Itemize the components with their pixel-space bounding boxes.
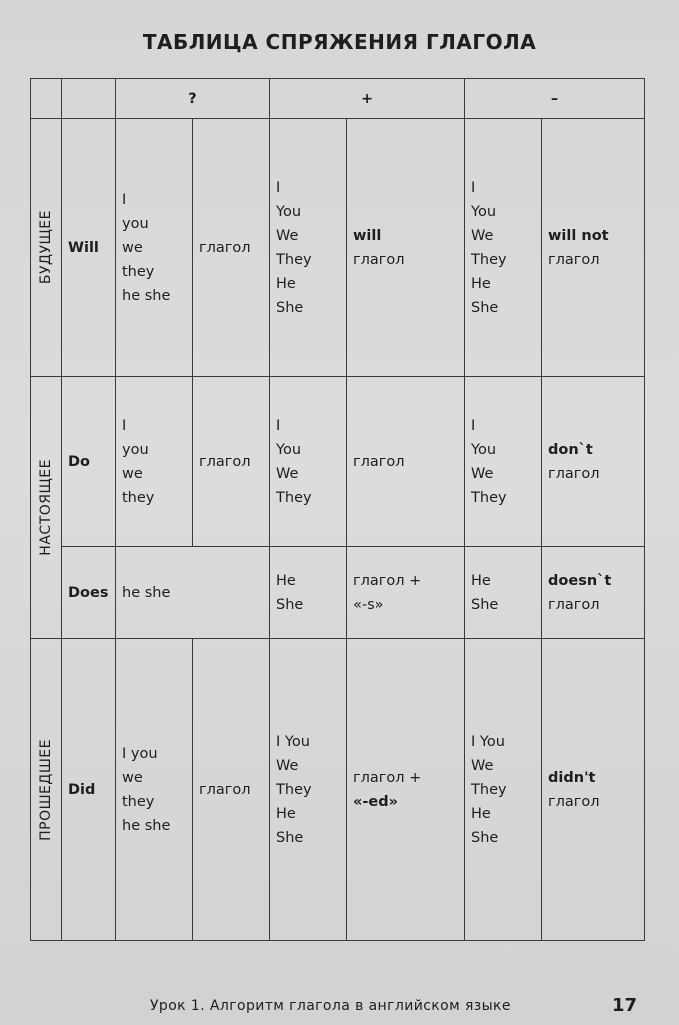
- future-q-verb: глагол: [193, 119, 270, 377]
- header-minus: –: [465, 79, 645, 119]
- past-q-verb: глагол: [193, 639, 270, 941]
- present3-minus-verb: [542, 547, 645, 639]
- aux-did: Did: [62, 639, 116, 941]
- table-row-present-does: [31, 547, 645, 639]
- page-title: ТАБЛИЦА СПРЯЖЕНИЯ ГЛАГОЛА: [142, 30, 537, 54]
- present3-plus-verb-text: глагол +: [353, 572, 422, 589]
- present3-plus-suffix: «-s»: [353, 596, 384, 613]
- header-question: ?: [116, 79, 270, 119]
- present-minus-aux: don`t: [548, 441, 593, 458]
- section-label-past: [31, 639, 62, 941]
- aux-does: Does: [62, 547, 116, 639]
- past-minus-verb-text: глагол: [548, 793, 600, 810]
- future-minus-aux: will not: [548, 227, 609, 244]
- present3-minus-subjects: He She: [465, 547, 542, 639]
- future-minus-verb-text: глагол: [548, 251, 600, 268]
- present3-plus-subjects: He She: [270, 547, 347, 639]
- present-q-subjects: I you we they: [116, 377, 193, 547]
- section-label-future-text: БУДУЩЕЕ: [38, 210, 54, 285]
- section-label-future: [31, 119, 62, 377]
- past-q-subjects: I you we they he she: [116, 639, 193, 941]
- table-row-past: [31, 639, 645, 941]
- future-minus-subjects: I You We They He She: [465, 119, 542, 377]
- aux-will: Will: [62, 119, 116, 377]
- past-plus-verb-text: глагол +: [353, 769, 422, 786]
- conjugation-table: [30, 78, 645, 941]
- future-q-subjects: I you we they he she: [116, 119, 193, 377]
- future-plus-subjects: I You We They He She: [270, 119, 347, 377]
- present3-q-subjects: he she: [116, 547, 270, 639]
- future-plus-verb: [347, 119, 465, 377]
- present3-minus-aux: doesn`t: [548, 572, 612, 589]
- past-minus-subjects: I You We They He She: [465, 639, 542, 941]
- header-empty-1: [31, 79, 62, 119]
- past-minus-verb: [542, 639, 645, 941]
- table-row-present-do: [31, 377, 645, 547]
- present-minus-verb-text: глагол: [548, 465, 600, 482]
- present3-plus-verb: [347, 547, 465, 639]
- section-label-present-text: НАСТОЯЩЕЕ: [38, 459, 54, 556]
- table-header-row: [31, 79, 645, 119]
- past-plus-suffix: «-ed»: [353, 793, 398, 810]
- aux-do: Do: [62, 377, 116, 547]
- present-plus-verb: глагол: [347, 377, 465, 547]
- header-plus: +: [270, 79, 465, 119]
- past-plus-subjects: I You We They He She: [270, 639, 347, 941]
- present3-minus-verb-text: глагол: [548, 596, 600, 613]
- section-label-present: [31, 377, 62, 639]
- section-label-past-text: ПРОШЕДШЕЕ: [38, 738, 54, 841]
- future-plus-verb-text: глагол: [353, 251, 405, 268]
- page-number: 17: [612, 995, 638, 1016]
- past-minus-aux: didn't: [548, 769, 596, 786]
- future-plus-aux: will: [353, 227, 382, 244]
- footer-text: Урок 1. Алгоритм глагола в английском языке: [150, 998, 511, 1014]
- present-q-verb: глагол: [193, 377, 270, 547]
- present-plus-subjects: I You We They: [270, 377, 347, 547]
- header-empty-2: [62, 79, 116, 119]
- present-minus-subjects: I You We They: [465, 377, 542, 547]
- table-row-future: [31, 119, 645, 377]
- future-minus-verb: [542, 119, 645, 377]
- past-plus-verb: [347, 639, 465, 941]
- present-minus-verb: [542, 377, 645, 547]
